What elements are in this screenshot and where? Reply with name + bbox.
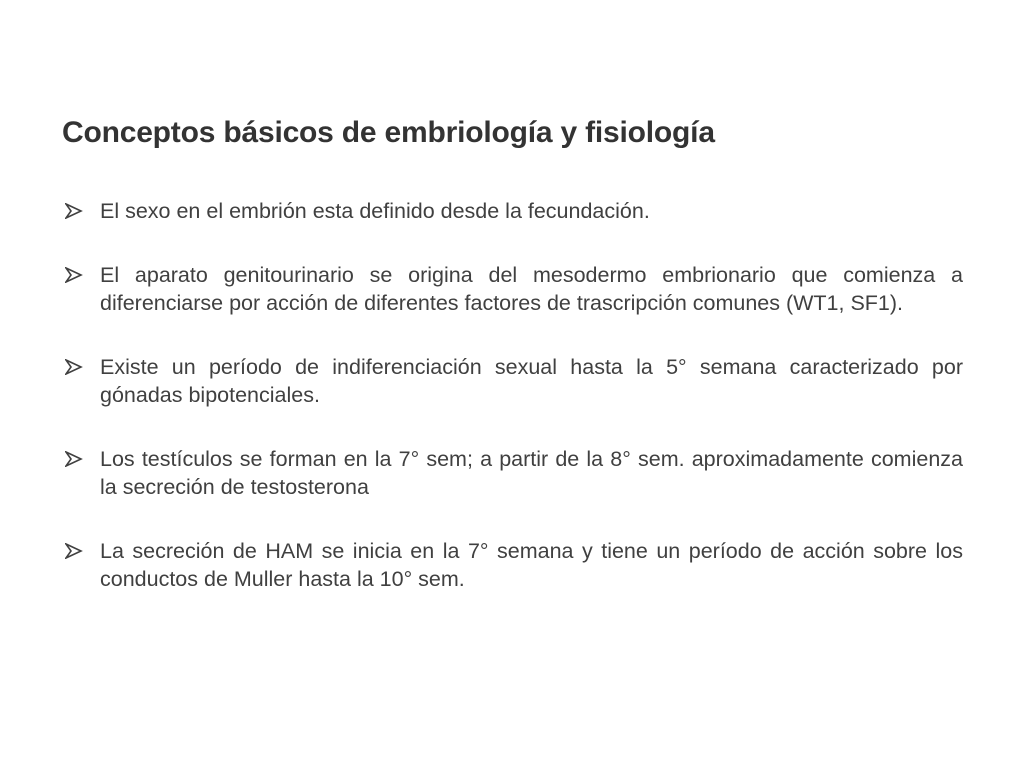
bullet-list <box>62 197 963 629</box>
bullet-item <box>62 197 963 225</box>
bullet-item <box>62 445 963 501</box>
arrow-bullet-icon <box>62 445 100 473</box>
bullet-text: El sexo en el embrión esta definido desde la fecundación. <box>100 199 650 223</box>
arrow-bullet-icon <box>62 197 100 225</box>
arrow-bullet-icon <box>62 261 100 289</box>
bullet-text: El aparato genitourinario se origina del mesodermo embrionario que comienza a diferenciarse por acción de diferentes factores de trascripción comunes (WT1, SF1). <box>100 263 963 315</box>
bullet-item <box>62 261 963 317</box>
arrow-bullet-icon <box>62 537 100 565</box>
bullet-text: Los testículos se forman en la 7° sem; a partir de la 8° sem. aproximadamente comienza la secreción de testosterona <box>100 447 963 499</box>
bullet-text: Existe un período de indiferenciación sexual hasta la 5° semana caracterizado por gónadas bipotenciales. <box>100 355 963 407</box>
bullet-text: La secreción de HAM se inicia en la 7° semana y tiene un período de acción sobre los conductos de Muller hasta la 10° sem. <box>100 539 963 591</box>
bullet-item <box>62 353 963 409</box>
bullet-item <box>62 537 963 593</box>
slide-title: Conceptos básicos de embriología y fisiología <box>62 116 715 149</box>
arrow-bullet-icon <box>62 353 100 381</box>
